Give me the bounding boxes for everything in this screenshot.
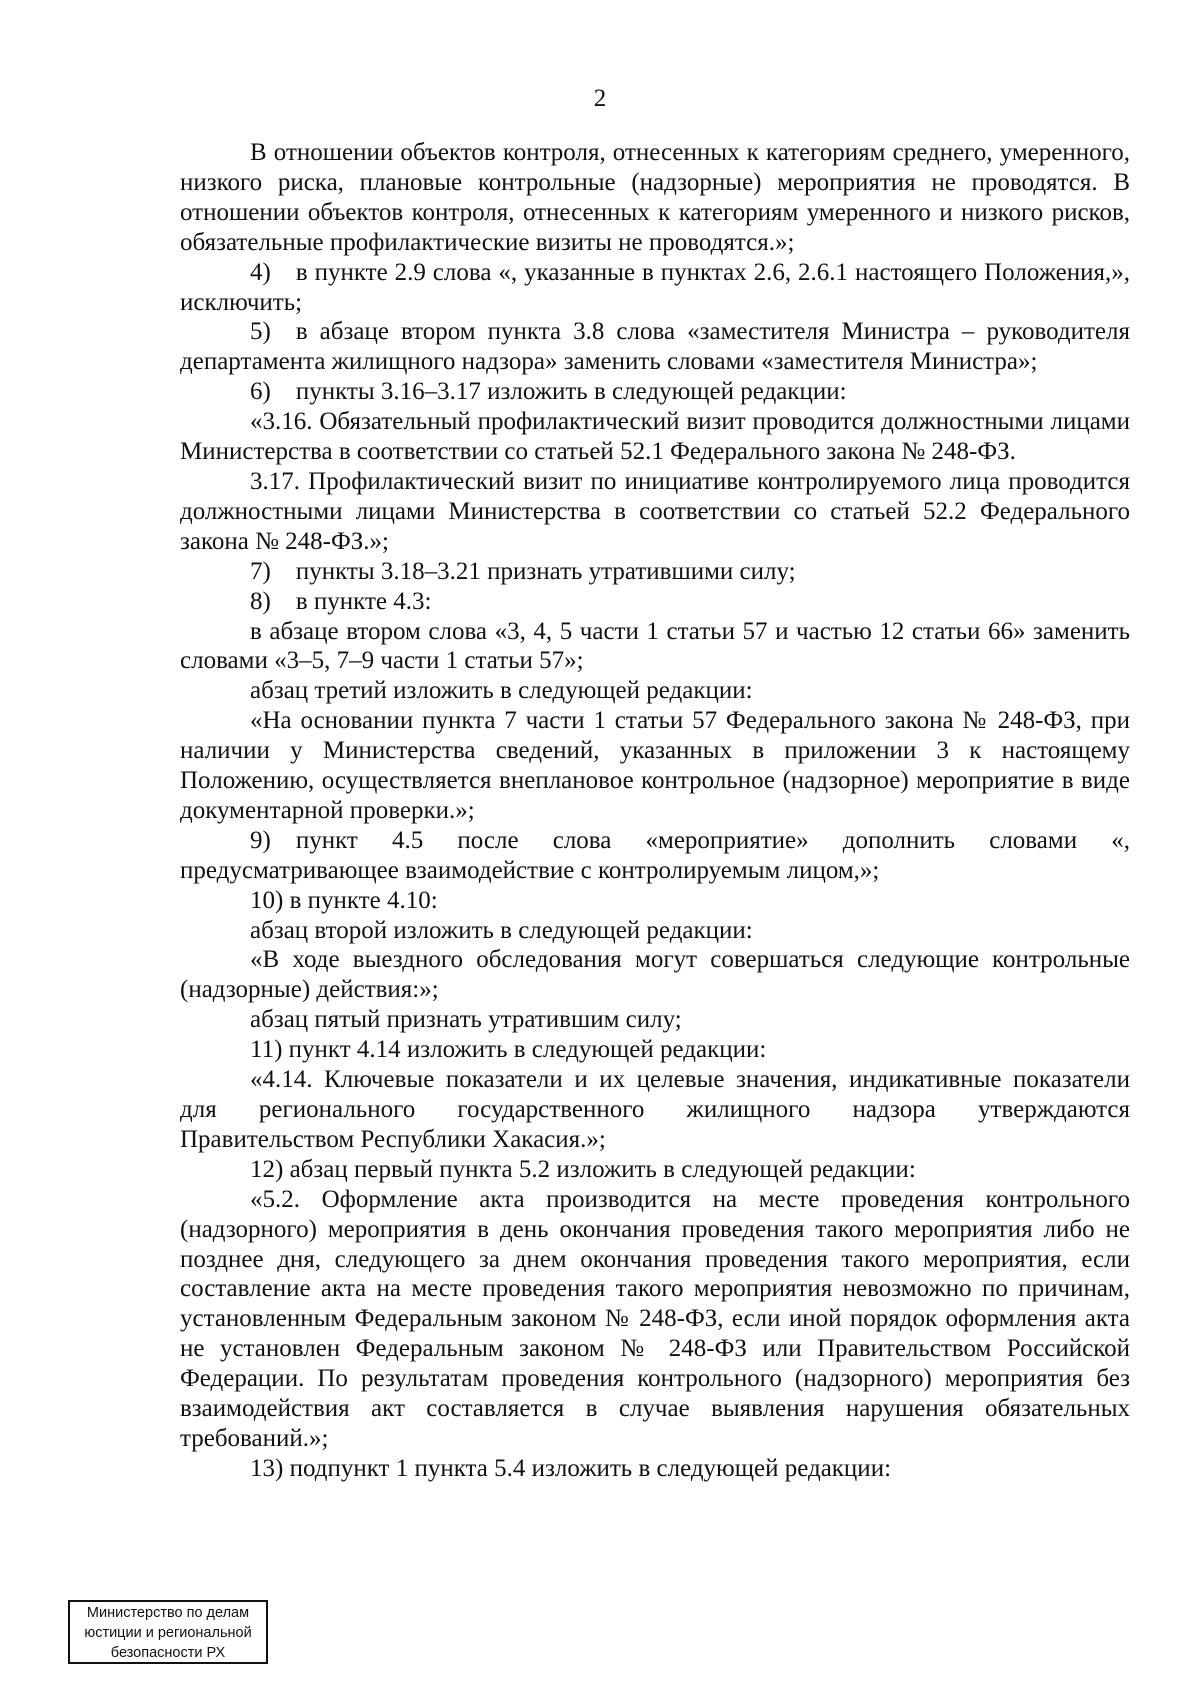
registration-stamp xyxy=(68,1600,268,1664)
paragraph: 11) пункт 4.14 изложить в следующей редакции: xyxy=(250,1036,767,1064)
paragraph: 4) в пункте 2.9 слова «, указанные в пунктах 2.6, 2.6.1 настоящего Положения,», исключить; xyxy=(180,258,1130,316)
stamp-line: Министерство по делам xyxy=(86,1605,250,1621)
paragraph: абзац пятый признать утратившим силу; xyxy=(250,1006,682,1034)
paragraph: В отношении объектов контроля, отнесенных к категориям среднего, умеренного, низкого риска, плановые контрольные (надзорные) мероприятия не проводятся. В отношении объектов контроля, отнесенных к категориям умеренного и низкого рисков, обязательные профилактические визиты не проводятся.»; xyxy=(180,139,1130,256)
paragraph: 3.17. Профилактический визит по инициативе контролируемого лица проводится должностными лицами Министерства в соответствии со статьей 52.2 Федерального закона № 248-ФЗ.»; xyxy=(180,467,1130,555)
paragraph: 7) пункты 3.18–3.21 признать утратившими силу; xyxy=(250,557,796,585)
paragraph: абзац третий изложить в следующей редакции: xyxy=(250,677,753,705)
paragraph: абзац второй изложить в следующей редакции: xyxy=(250,916,753,944)
paragraph: 6) пункты 3.16–3.17 изложить в следующей редакции: xyxy=(250,378,847,406)
page-number: 2 xyxy=(593,85,607,112)
paragraph: 9) пункт 4.5 после слова «мероприятие» дополнить словами «, предусматривающее взаимодействие с контролируемым лицом,»; xyxy=(180,826,1130,884)
paragraph: 10) в пункте 4.10: xyxy=(250,886,438,914)
paragraph: «3.16. Обязательный профилактический визит проводится должностными лицами Министерства в соответствии со статьей 52.1 Федерального закона № 248-ФЗ. xyxy=(180,408,1130,466)
stamp-line: безопасности РХ xyxy=(110,1645,226,1661)
paragraph: 5) в абзаце втором пункта 3.8 слова «заместителя Министра – руководителя департамента жилищного надзора» заменить словами «заместителя Министра»; xyxy=(180,318,1130,376)
paragraph: «На основании пункта 7 части 1 статьи 57 Федерального закона № 248-ФЗ, при наличии у Министерства сведений, указанных в приложении 3 к настоящему Положению, осуществляется внеплановое контрольное (надзорное) мероприятие в виде документарной проверки.»; xyxy=(180,707,1130,824)
paragraph: «5.2. Оформление акта производится на месте проведения контрольного (надзорного) мероприятия в день окончания проведения такого мероприятия либо не позднее дня, следующего за днем окончания проведения такого мероприятия, если составление акта на месте проведения такого мероприятия невозможно по причинам, установленным Федеральным законом № 248-ФЗ, если иной порядок оформления акта не установлен Федеральным законом № 248-ФЗ или Правительством Российской Федерации. По результатам проведения контрольного (надзорного) мероприятия без взаимодействия акт составляется в случае выявления нарушения обязательных требований.»; xyxy=(180,1185,1130,1452)
stamp-line: юстиции и региональной xyxy=(84,1625,252,1641)
paragraph: в абзаце втором слова «3, 4, 5 части 1 статьи 57 и частью 12 статьи 66» заменить словами «3–5, 7–9 части 1 статьи 57»; xyxy=(180,617,1130,675)
paragraph: «В ходе выездного обследования могут совершаться следующие контрольные (надзорные) действия:»; xyxy=(180,946,1130,1004)
document-body xyxy=(180,138,1130,1484)
paragraph: 12) абзац первый пункта 5.2 изложить в следующей редакции: xyxy=(250,1155,916,1183)
paragraph: 13) подпункт 1 пункта 5.4 изложить в следующей редакции: xyxy=(250,1454,892,1482)
paragraph: 8) в пункте 4.3: xyxy=(250,587,432,615)
paragraph: «4.14. Ключевые показатели и их целевые значения, индикативные показатели для регионального государственного жилищного надзора утверждаются Правительством Республики Хакасия.»; xyxy=(180,1066,1130,1153)
